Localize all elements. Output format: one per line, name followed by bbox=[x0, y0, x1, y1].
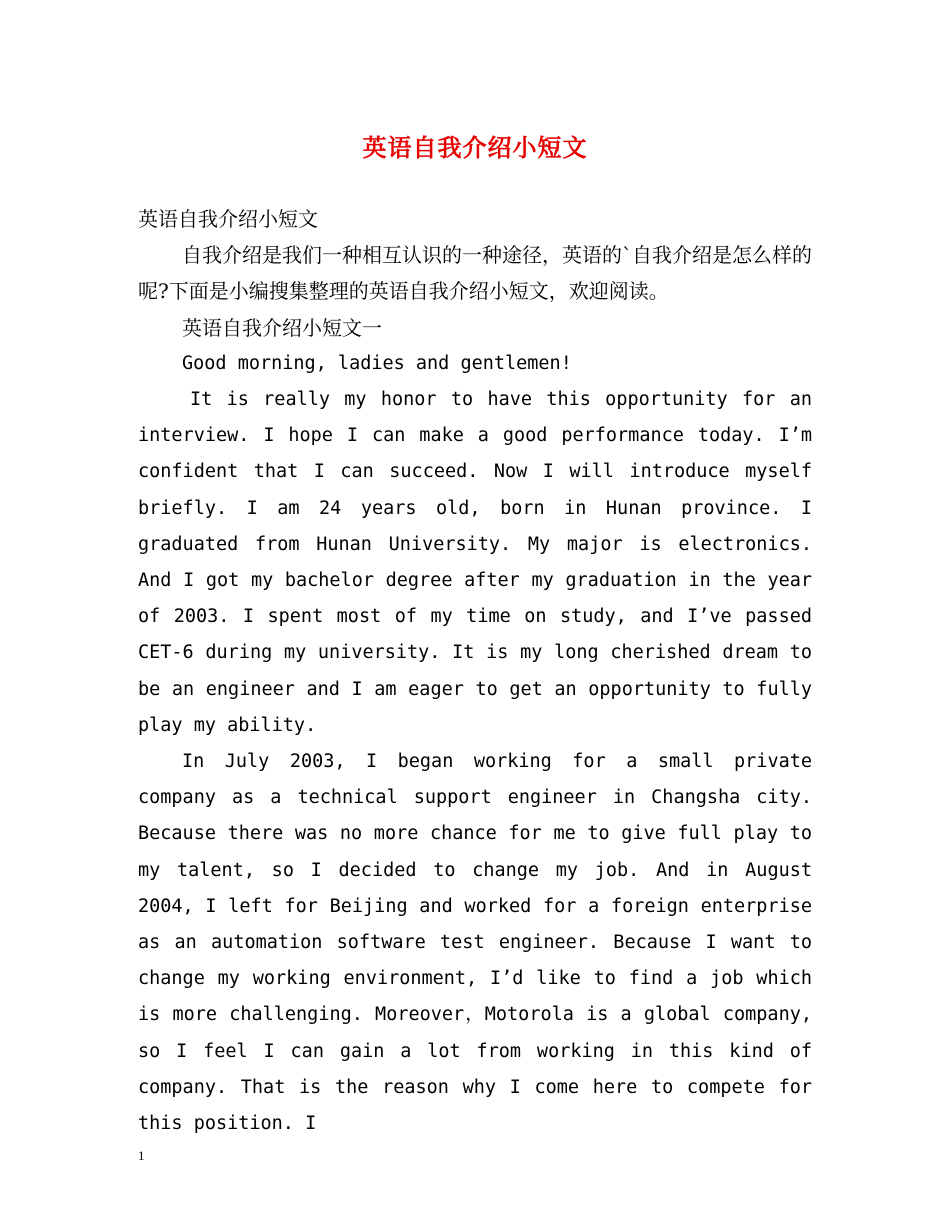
body-paragraph-2: In July 2003, I began working for a small private company as a technical support engineer in Changsha city. Because there was no more chance for me to give full play to my talent, so I decided to change my job. And in August 2004, I left for Beijing and worked for a foreign enterprise as an automation software test engineer. Because I want to change my working environment, I’d like to find a job which is more challenging. Moreover，Motorola is a global company, so I feel I can gain a lot from working in this kind of company. That is the reason why I come here to compete for this position. I bbox=[138, 751, 812, 1135]
body-paragraph-1: It is really my honor to have this opportunity for an interview. I hope I can make a good performance today. I’m confident that I can succeed. Now I will introduce myself briefly. I am 24 years old, born in Hunan province. I graduated from Hunan University. My major is electronics. And I got my bachelor degree after my graduation in the year of 2003. I spent most of my time on study, and I’ve passed CET-6 during my university. It is my long cherished dream to be an engineer and I am eager to get an opportunity to fully play my ability. bbox=[138, 389, 812, 736]
greeting-line: Good morning, ladies and gentlemen! bbox=[182, 352, 572, 374]
document-title: 英语自我介绍小短文 bbox=[362, 133, 588, 162]
article-heading: 英语自我介绍小短文 bbox=[138, 207, 318, 231]
document-body bbox=[138, 201, 812, 1142]
intro-paragraph: 自我介绍是我们一种相互认识的一种途径，英语的`自我介绍是怎么样的呢?下面是小编搜集整理的英语自我介绍小短文，欢迎阅读。 bbox=[138, 243, 812, 304]
page-number: 1 bbox=[138, 1148, 145, 1163]
section-title: 英语自我介绍小短文一 bbox=[182, 315, 382, 340]
